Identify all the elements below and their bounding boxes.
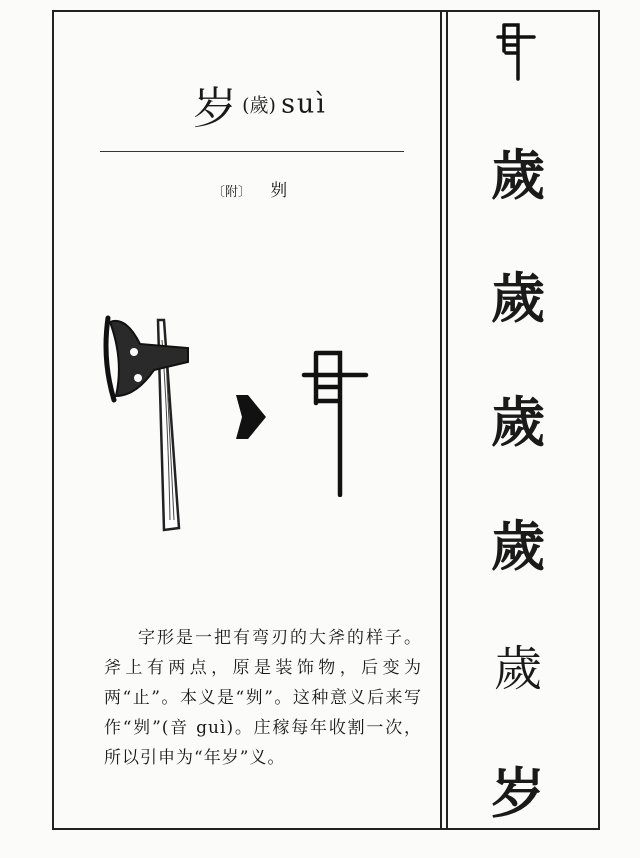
evolution-glyph-seal: 歲 [491, 266, 545, 331]
entry-character: 岁 [193, 83, 238, 134]
script-evolution-column [452, 18, 584, 826]
entry-header [150, 72, 370, 136]
evolution-glyph-oracle [468, 18, 568, 84]
oracle-glyph-small [496, 21, 540, 81]
evolution-glyph-simplified: 岁 [491, 760, 545, 825]
appendix-line [212, 176, 287, 201]
arrow-icon [234, 391, 268, 443]
column-divider [446, 10, 448, 830]
entry-pinyin: suì [281, 88, 327, 120]
header-rule [100, 151, 404, 152]
evolution-glyph-clerical: 歲 [491, 389, 545, 454]
entry-traditional-form: (歲) [242, 94, 276, 117]
description-text: 字形是一把有弯刃的大斧的样子。斧上有两点，原是装饰物，后变为两“止”。本义是“刿”。这种意义后来写作“刿”(音 guì)。庄稼每年收割一次，所以引申为“年岁”义。 [104, 628, 422, 768]
column-divider [440, 10, 442, 830]
evolution-glyph-regular: 歲 [491, 513, 545, 578]
evolution-glyph-cursive: 歲 [493, 641, 542, 698]
appendix-character: 刿 [270, 181, 288, 201]
evolution-glyph-bronze: 歲 [491, 142, 545, 207]
oracle-bone-glyph [300, 345, 372, 497]
appendix-tag: 〔附〕 [212, 185, 252, 200]
axe-illustration [100, 300, 200, 536]
